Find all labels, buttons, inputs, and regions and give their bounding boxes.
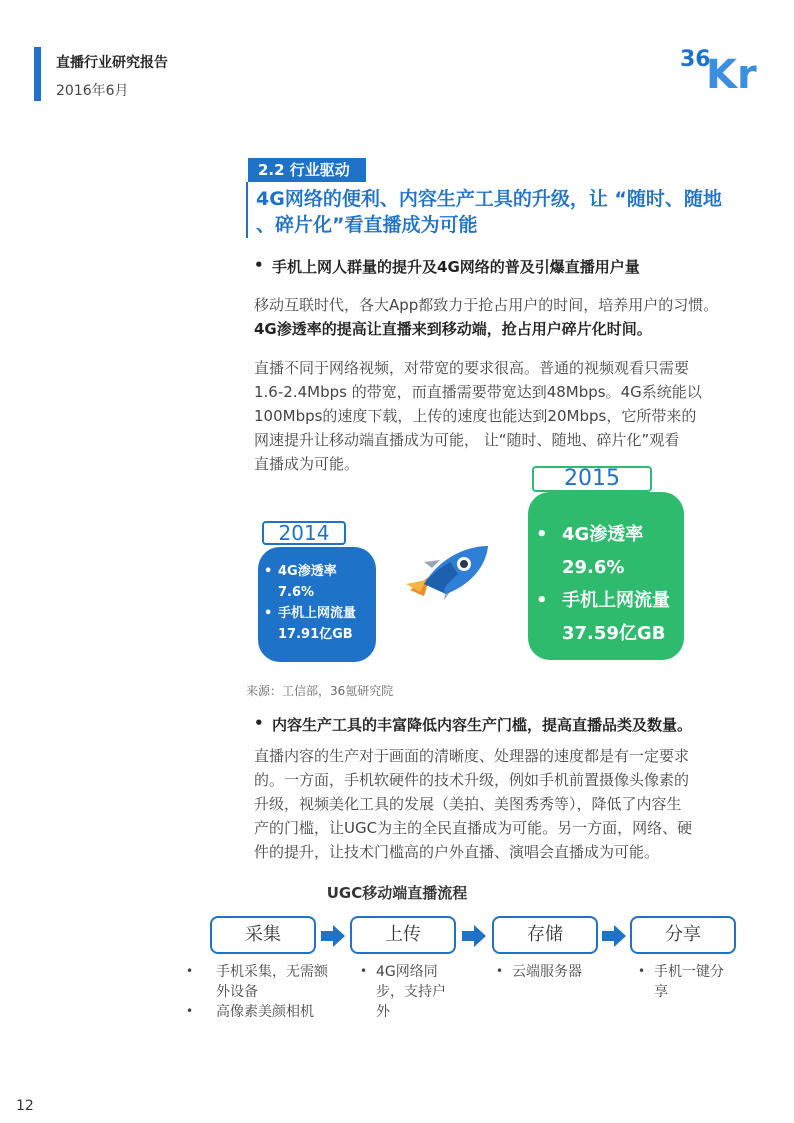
desc-line: 4G网络同 [376, 964, 438, 980]
36kr-logo [680, 44, 766, 92]
p2-line: 网速提升让移动端直播成为可能， 让“随时、随地、碎片化”观看 [254, 431, 680, 449]
bullet-dot: • [254, 714, 264, 732]
year-label-2015: 2015 [532, 466, 652, 492]
p1-normal: 移动互联时代，各大App都致力于抢占用户的时间，培养用户的习惯。 [254, 296, 719, 314]
desc-line: 步，支持户 [376, 984, 446, 1000]
flow-desc-share [654, 962, 724, 1002]
p-line: 件的提升，让技术门槛高的户外直播、演唱会直播成为可能。 [254, 843, 660, 861]
traffic-value: 37.59亿GB [562, 623, 666, 644]
card-row: • 4G渗透率 [264, 564, 337, 579]
p2-line: 直播成为可能。 [254, 455, 360, 473]
flow-desc-collect [216, 962, 328, 1002]
svg-text:36: 36 [680, 47, 711, 72]
p2-line: 1.6-2.4Mbps 的带宽，而直播需要带宽达到48Mbps。4G系统能以 [254, 383, 702, 401]
section-headline [256, 186, 736, 238]
flow-step-share: 分享 [630, 916, 736, 954]
bullet-dot: • [186, 964, 194, 978]
part1-heading: 手机上网人群量的提升及4G网络的普及引爆直播用户量 [272, 258, 640, 276]
header-accent-bar [34, 47, 41, 101]
page-number: 12 [16, 1098, 34, 1114]
desc-line: 外 [376, 1004, 390, 1020]
flow-step-store: 存储 [492, 916, 598, 954]
svg-text:Kr: Kr [706, 52, 757, 92]
part1-paragraph-2 [254, 356, 724, 476]
flow-desc-store: 云端服务器 [512, 964, 582, 980]
p-line: 产的门槛，让UGC为主的全民直播成为可能。另一方面，网络、硬 [254, 819, 693, 837]
report-title: 直播行业研究报告 [56, 55, 168, 71]
section-tag: 2.2 行业驱动 [248, 158, 366, 182]
card-row: • 4G渗透率 [536, 524, 644, 545]
traffic-label: 手机上网流量 [562, 590, 670, 611]
flow-desc-upload [376, 962, 446, 1022]
flow-step-upload: 上传 [350, 916, 456, 954]
bullet-dot: • [360, 964, 368, 978]
desc-line: 享 [654, 984, 668, 1000]
bullet-dot: • [186, 1004, 194, 1018]
year-label-2014: 2014 [262, 521, 346, 545]
stats-card-2015 [528, 492, 684, 660]
penetration-value: 29.6% [562, 557, 625, 578]
traffic-value: 17.91亿GB [278, 627, 353, 642]
desc-line: 外设备 [216, 984, 258, 1000]
bullet-dot: • [254, 256, 264, 274]
p2-line: 100Mbps的速度下载，上传的速度也能达到20Mbps，它所带来的 [254, 407, 697, 425]
flow-title: UGC移动端直播流程 [326, 884, 468, 902]
headline-line-1: 4G网络的便利、内容生产工具的升级，让 “随时、随地 [256, 188, 722, 210]
rocket-icon [402, 540, 494, 602]
arrow-right-icon [321, 925, 345, 947]
arrow-right-icon [602, 925, 626, 947]
desc-line: 手机采集，无需额 [216, 964, 328, 980]
penetration-value: 7.6% [278, 585, 315, 600]
p-line: 的。一方面，手机软硬件的技术升级，例如手机前置摄像头像素的 [254, 771, 690, 789]
headline-line-2: 、碎片化”看直播成为可能 [256, 214, 478, 236]
report-date: 2016年6月 [56, 83, 129, 99]
penetration-label: 4G渗透率 [278, 564, 337, 579]
desc-line: 手机一键分 [654, 964, 724, 980]
card-row: • 手机上网流量 [536, 590, 670, 611]
part1-paragraph-1 [254, 293, 724, 341]
part2-paragraph [254, 744, 724, 864]
data-source: 来源：工信部，36氪研究院 [246, 684, 394, 698]
part2-heading: 内容生产工具的丰富降低内容生产门槛，提高直播品类及数量。 [272, 716, 693, 734]
p2-line: 直播不同于网络视频，对带宽的要求很高。普通的视频观看只需要 [254, 359, 690, 377]
flow-desc-collect-2: 高像素美颜相机 [216, 1004, 314, 1020]
bullet-dot: • [496, 964, 504, 978]
arrow-right-icon [462, 925, 486, 947]
bullet-dot: • [638, 964, 646, 978]
p1-bold: 4G渗透率的提高让直播来到移动端，抢占用户碎片化时间。 [254, 320, 652, 338]
section-divider [246, 182, 248, 238]
flow-step-collect: 采集 [210, 916, 316, 954]
card-row: • 手机上网流量 [264, 606, 357, 621]
traffic-label: 手机上网流量 [278, 606, 357, 621]
penetration-label: 4G渗透率 [562, 524, 644, 545]
p-line: 升级，视频美化工具的发展（美拍、美图秀秀等），降低了内容生 [254, 795, 682, 813]
stats-card-2014 [258, 547, 376, 662]
p-line: 直播内容的生产对于画面的清晰度、处理器的速度都是有一定要求 [254, 747, 690, 765]
